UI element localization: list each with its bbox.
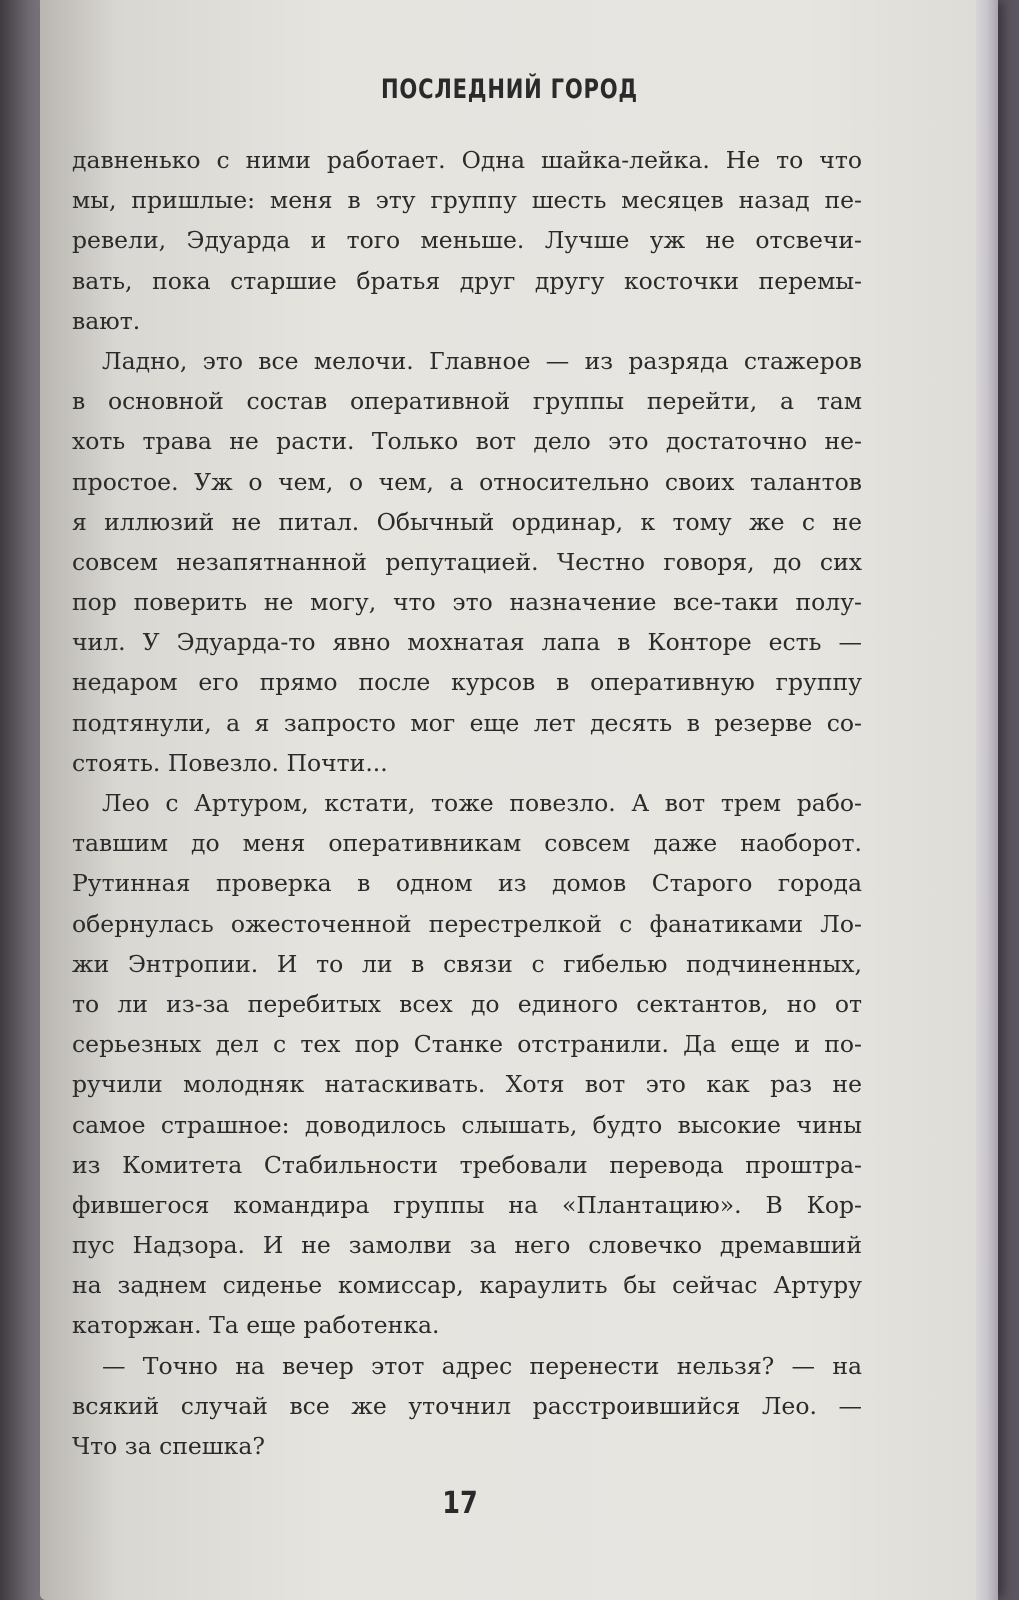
text-line: ревели, Эдуарда и того меньше. Лучше уж не отсвечи- (72, 226, 862, 255)
text-line: Лео с Артуром, кстати, тоже повезло. А вот трем рабо- (102, 789, 862, 817)
text-line: самое страшное: доводилось слышать, будто высокие чины (72, 1110, 862, 1139)
text-line: серьезных дел с тех пор Станке отстранили. Да еще и по- (72, 1030, 862, 1059)
text-line: Ладно, это все мелочи. Главное — из разряда стажеров (102, 346, 862, 375)
text-line: недаром его прямо после курсов в оперативную группу (72, 668, 862, 697)
text-line: совсем незапятнанной репутацией. Честно говоря, до сих (72, 547, 862, 576)
text-line: обернулась ожесточенной перестрелкой с фанатиками Ло- (72, 909, 862, 938)
text-line: вать, пока старшие братья друг другу косточки перемы- (72, 266, 862, 295)
text-line: жи Энтропии. И то ли в связи с гибелью подчиненных, (72, 949, 862, 978)
text-line: каторжан. Та еще работенка. (72, 1311, 440, 1340)
text-line: подтянули, а я запросто мог еще лет десять в резерве со- (72, 708, 862, 737)
text-line: хоть трава не расти. Только вот дело это достаточно не- (72, 427, 862, 456)
text-line: из Комитета Стабильности требовали перевода проштра- (72, 1150, 862, 1179)
text-line: всякий случай все же уточнил расстроившийся Лео. — (72, 1391, 862, 1420)
text-line: на заднем сиденье комиссар, караулить бы сейчас Артуру (72, 1271, 862, 1300)
text-line: то ли из-за перебитых всех до единого сектантов, но от (72, 989, 862, 1018)
text-line: Что за спешка? (72, 1432, 265, 1460)
text-line: Рутинная проверка в одном из домов Старого города (72, 869, 862, 898)
text-line: давненько с ними работает. Одна шайка-лейка. Не то что (72, 146, 862, 174)
text-line: ручили молодняк натаскивать. Хотя вот это как раз не (72, 1070, 862, 1099)
page-edge (976, 0, 998, 1600)
page-number: 17 (442, 1486, 478, 1521)
text-line: в основной состав оперативной группы перейти, а там (72, 387, 862, 416)
text-line: пус Надзора. И не замолви за него словечко дремавший (72, 1231, 862, 1260)
text-line: фившегося командира группы на «Плантацию». В Кор- (72, 1190, 862, 1219)
text-line: стоять. Повезло. Почти... (72, 748, 388, 777)
text-line: тавшим до меня оперативникам совсем даже наоборот. (72, 829, 862, 858)
text-line: чил. У Эдуарда-то явно мохнатая лапа в Конторе есть — (72, 628, 862, 657)
text-line: пор поверить не могу, что это назначение все-таки полу- (72, 588, 862, 617)
text-line: — Точно на вечер этот адрес перенести нельзя? — на (102, 1351, 862, 1380)
text-line: вают. (72, 306, 141, 335)
text-line: простое. Уж о чем, о чем, а относительно своих талантов (72, 467, 862, 496)
running-head-title: ПОСЛЕДНИЙ ГОРОД (381, 74, 638, 105)
body-text (72, 140, 862, 1466)
text-line: я иллюзий не питал. Обычный ординар, к тому же с не (72, 507, 862, 536)
text-line: мы, пришлые: меня в эту группу шесть месяцев назад пе- (72, 186, 862, 215)
